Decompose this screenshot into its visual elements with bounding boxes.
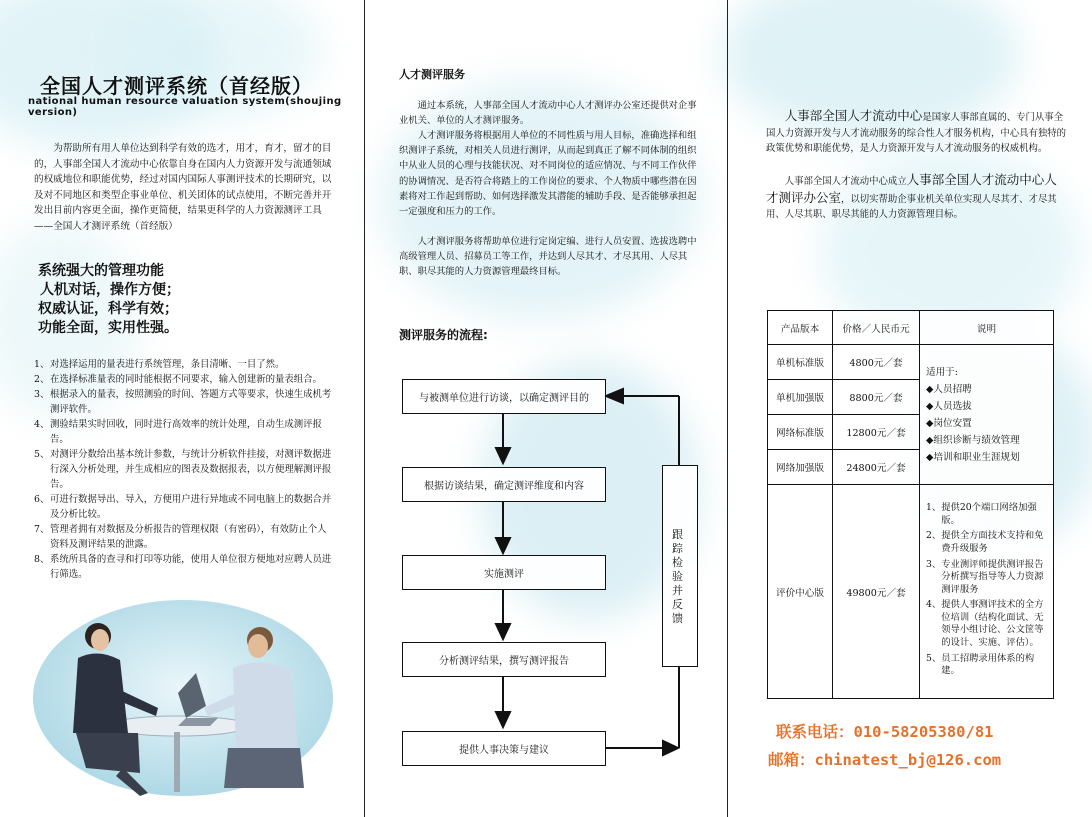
item-text: 根据录入的量表，按照测验的时间、答题方式等要求，快速生成机考测评软件。	[50, 389, 332, 415]
intro-paragraph: 为帮助所有用人单位达到科学有效的选才，用才，育才，留才的目的，人事部全国人才流动中心依靠自身在国内人力资源开发与流通领域的权威地位和职能优势，经过对国内国际人事测评技术的长期研究，以及对不同地区和类型企事业单位、机关团体的试点使用，不断完善并开发出目前内容更全面，操作更简便，结果更科学的人力资源测评工具——全国人才测评系统（首经版）	[34, 143, 332, 232]
item-number: 3、	[34, 389, 50, 400]
usage-label: 适用于:	[926, 366, 959, 378]
item-number: 4、	[926, 599, 942, 611]
flow-step: 实施测评	[402, 555, 606, 590]
item-text: 管理者拥有对数据及分析报告的管理权限（有密码），有效防止个人资料及测评结果的泄露。	[50, 524, 327, 550]
price-cell: 4800元／套	[833, 345, 920, 380]
item-text: 员工招聘录用体系的构建。	[941, 652, 1035, 677]
center-intro	[766, 108, 1066, 157]
feature-slogans	[38, 262, 180, 338]
item-text: 系统所具备的查寻和打印等功能，使用人单位很方便地对应聘人员进行筛选。	[50, 554, 332, 580]
list-item	[34, 522, 334, 552]
list-item	[926, 599, 1049, 649]
middle-panel	[365, 0, 727, 817]
item-text: 专业测评师提供测评报告分析撰写指导等人力资源测评服务	[941, 558, 1044, 595]
center-name: 人事部全国人才流动中心	[784, 108, 923, 123]
service-paragraph: 通过本系统，人事部全国人才流动中心人才测评办公室还提供对企事业机关、单位的人才测评服务。	[399, 100, 697, 127]
item-text: 对选择运用的量表进行系统管理，条目清晰、一目了然。	[50, 359, 285, 370]
item-text: 测验结果实时回收，同时进行高效率的统计处理，自动生成测评报告。	[50, 419, 322, 445]
list-item	[34, 552, 334, 582]
center-notes-list	[926, 502, 1049, 678]
flow-step: 与被测单位进行访谈，以确定测评目的	[402, 379, 606, 414]
list-item	[926, 559, 1049, 597]
item-number: 1、	[926, 502, 942, 514]
center-intro-text: 是国家人事部直属的、专门从事全国人力资源开发与人才流动服务的综合性人才服务机构，中心具有独特的政策优势和职能优势，是人力资源开发与人才流动服务的权威机构。	[766, 112, 1067, 154]
version-cell: 评价中心版	[768, 485, 833, 699]
item-number: 8、	[34, 554, 50, 565]
item-number: 5、	[34, 449, 50, 460]
office-intro	[766, 172, 1066, 223]
item-number: 3、	[926, 558, 942, 570]
feedback-label: 跟踪检验并反馈	[672, 528, 683, 625]
table-row	[768, 485, 1054, 699]
list-item	[926, 653, 1049, 678]
item-number: 2、	[34, 374, 50, 385]
price-cell: 24800元／套	[833, 450, 920, 485]
usage-item: ◆培训和职业生涯规划	[926, 451, 1020, 463]
usage-item: ◆人员招聘	[926, 383, 972, 395]
office-intro-lead: 人事部全国人才流动中心成立	[784, 176, 907, 187]
item-number: 2、	[926, 530, 942, 542]
feature-line: 权威认证，科学有效；	[38, 301, 178, 317]
item-number: 1、	[34, 359, 50, 370]
flow-step: 根据访谈结果，确定测评维度和内容	[402, 467, 606, 502]
price-cell: 49800元／套	[833, 485, 920, 699]
flow-step: 分析测评结果，撰写测评报告	[402, 642, 606, 677]
item-text: 可进行数据导出、导入，方便用户进行异地或不同电脑上的数据合并及分析比较。	[50, 494, 332, 520]
price-cell: 8800元／套	[833, 380, 920, 415]
list-item	[34, 387, 334, 417]
list-item	[34, 492, 334, 522]
service-paragraph: 人才测评服务将帮助单位进行定岗定编、进行人员安置、选拔选聘中高级管理人员、招募员工等工作，并达到人尽其才、才尽其用、人尽其职、职尽其能的人力资源管理最终目标。	[399, 236, 697, 278]
list-item	[34, 372, 334, 387]
price-table	[767, 310, 1054, 699]
business-meeting-photo	[28, 598, 338, 798]
feature-line: 系统强大的管理功能	[38, 263, 164, 279]
item-text: 提供人事测评技术的全方位培训（结构化面试、无领导小组讨论、公文筐等的设计、实施、评估）。	[941, 599, 1044, 649]
column-header: 价格／人民币元	[833, 311, 920, 345]
usage-item: ◆岗位安置	[926, 417, 972, 429]
office-intro-text: ，以切实帮助企事业机关单位实现人尽其才、才尽其用、人尽其职、职尽其能的人力资源管理目标。	[766, 193, 1057, 220]
list-item	[926, 502, 1049, 527]
left-panel	[0, 0, 364, 817]
contact-phone: 联系电话：010-58205380/81	[776, 723, 994, 741]
item-text: 在选择标准量表的同时能根据不同要求，输入创建新的量表组合。	[50, 374, 322, 385]
system-title: 全国人才测评系统（首经版）	[40, 74, 313, 98]
usage-cell	[920, 345, 1054, 485]
feature-line: 功能全面，实用性强。	[38, 320, 178, 336]
version-cell: 网络标准版	[768, 415, 833, 450]
item-text: 提供全方面技术支持和免费升级服务	[941, 530, 1044, 554]
service-paragraph: 人才测评服务将根据用人单位的不同性质与用人目标，准确选择和组织测评子系统，对相关人员进行测评，从而起到真正了解不同体制的组织中从业人员的心理与技能状况、对不同岗位的适应情况、与不同工作伙伴的协调情况、是否符合将踏上的工作岗位的要求、个人物质中哪些潜在因素将对工作起到帮助、如何选择激发其潜能的辅助手段、是否能够承担起一定强度和压力的工作。	[399, 130, 697, 218]
feature-line: 人机对话，操作方便；	[40, 282, 180, 298]
item-number: 7、	[34, 524, 50, 535]
item-number: 5、	[926, 652, 942, 664]
list-item	[926, 530, 1049, 555]
column-header: 说明	[920, 311, 1054, 345]
usage-item: ◆人员选拔	[926, 400, 972, 412]
flow-step: 提供人事决策与建议	[402, 731, 606, 766]
list-item	[34, 447, 334, 492]
list-item	[34, 357, 334, 372]
item-number: 4、	[34, 419, 50, 430]
usage-item: ◆组织诊断与绩效管理	[926, 434, 1020, 446]
list-item	[34, 417, 334, 447]
version-cell: 单机加强版	[768, 380, 833, 415]
table-header-row	[768, 311, 1054, 345]
system-subtitle: national human resource valuation system(shoujing version)	[28, 96, 342, 118]
price-cell: 12800元／套	[833, 415, 920, 450]
service-heading: 人才测评服务	[399, 68, 465, 81]
item-text: 提供20个端口网络加强版。	[941, 502, 1037, 526]
center-notes-cell	[920, 485, 1054, 699]
office-name: 人事部全国人才流动中心人才测评办公室	[766, 172, 1057, 205]
item-text: 对测评分数给出基本统计参数，与统计分析软件挂接，对测评数据进行深入分析处理，并生成相应的图表及数据报表，以方便理解测评报告。	[50, 449, 332, 490]
version-cell: 单机标准版	[768, 345, 833, 380]
right-panel	[728, 0, 1092, 817]
item-number: 6、	[34, 494, 50, 505]
version-cell: 网络加强版	[768, 450, 833, 485]
function-list	[34, 357, 334, 582]
contact-email: 邮箱：chinatest_bj@126.com	[768, 751, 1002, 769]
flow-heading: 测评服务的流程:	[399, 328, 488, 342]
column-header: 产品版本	[768, 311, 833, 345]
table-row	[768, 345, 1054, 380]
